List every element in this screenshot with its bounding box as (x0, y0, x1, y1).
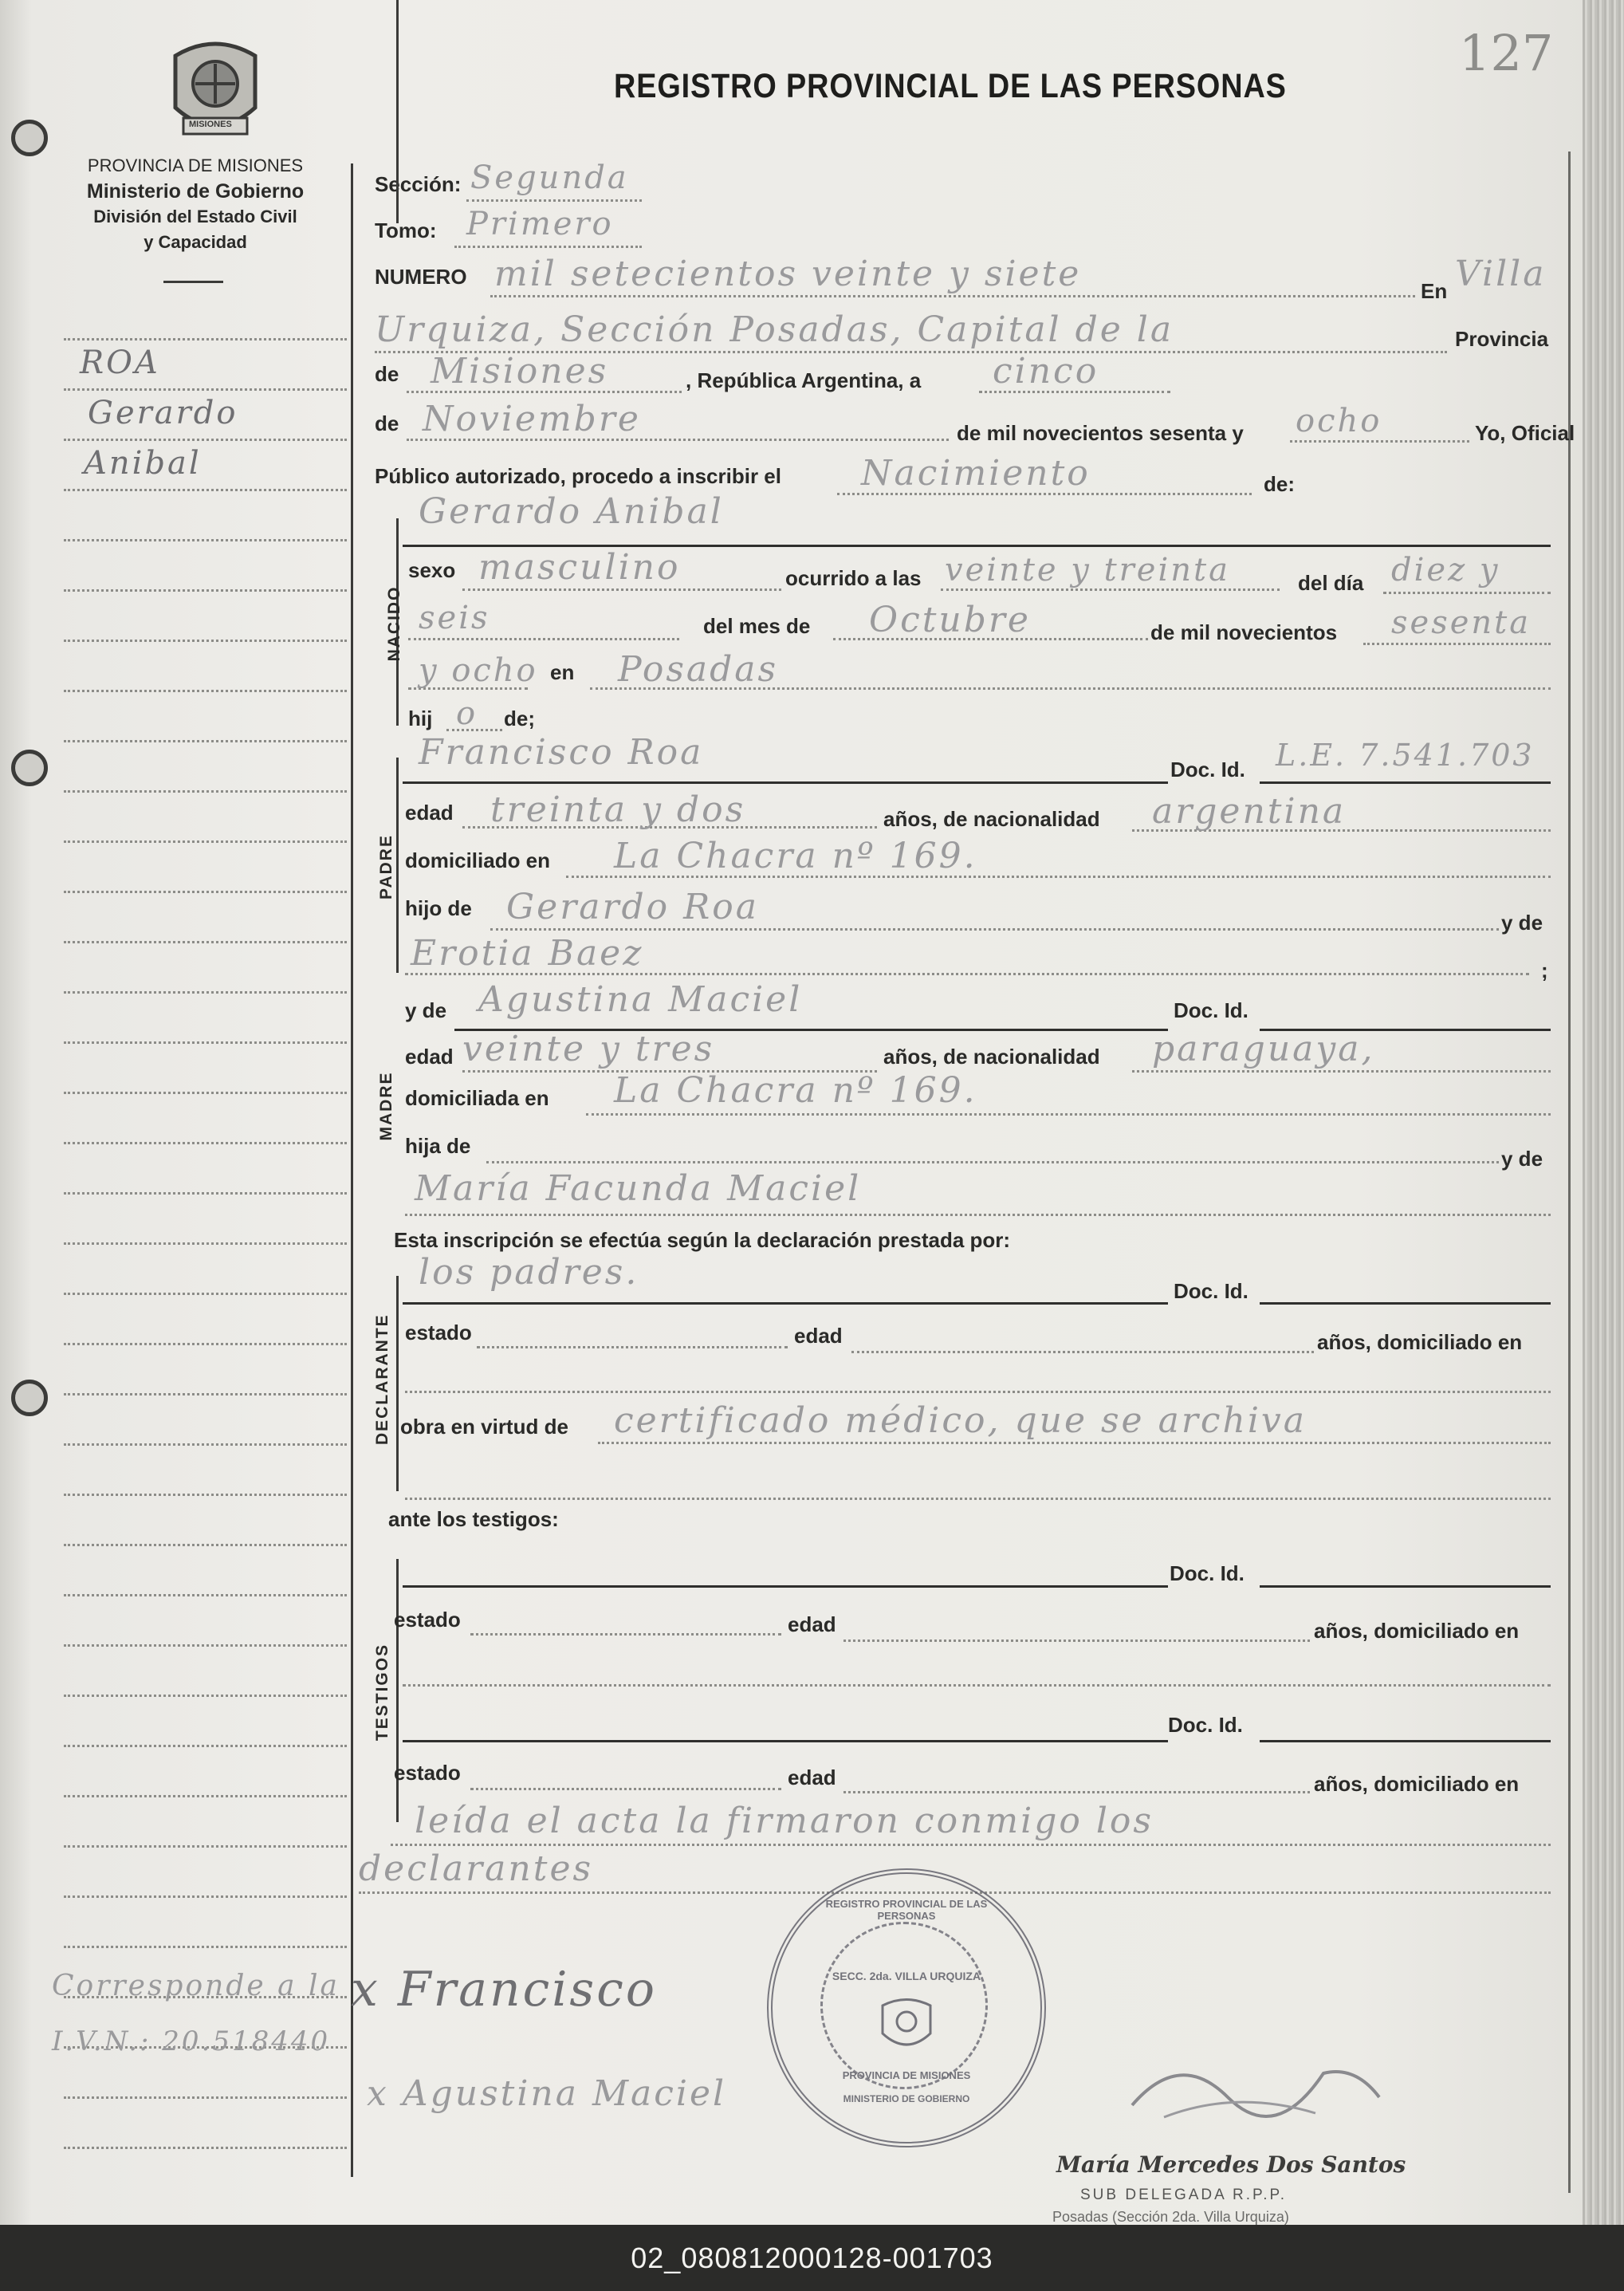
section-bracket (396, 758, 399, 973)
de-label-2: de (375, 411, 399, 435)
padre-name-line (403, 781, 1168, 784)
hora-value: veinte y treinta (945, 552, 1230, 588)
en-label: En (1421, 279, 1448, 303)
margin-correction-line1: Corresponde a la (52, 1970, 340, 2002)
section-bracket (396, 1276, 399, 1491)
madre-dom-value: La Chacra nº 169. (614, 1070, 977, 1111)
padre-hijo-value: Gerardo Roa (506, 887, 759, 927)
nacido-section-label: NACIDO (385, 585, 403, 662)
cierre-line2: declarantes (359, 1848, 594, 1889)
margin-second-name: Anibal (84, 445, 202, 482)
tomo-value: Primero (466, 206, 614, 242)
ante-testigos-label: ante los testigos: (388, 1507, 559, 1531)
padre-y-de-label: y de (1501, 911, 1543, 935)
anio-nac-value-1: sesenta (1391, 604, 1532, 641)
padre-nac-value: argentina (1152, 791, 1347, 832)
mil-novecientos-label: de mil novecientos sesenta y (957, 421, 1244, 445)
page-number: 127 (1459, 24, 1554, 82)
padre-edad-label: edad (405, 801, 454, 825)
firma-padre: x Francisco (351, 1962, 657, 2017)
de-colon-label: de: (1264, 472, 1295, 496)
declarante-name-line (403, 1302, 1168, 1305)
divider (163, 281, 223, 283)
madre-dom-label: domiciliada en (405, 1086, 549, 1110)
testigo2-edad-label: edad (788, 1765, 836, 1789)
margin-first-name: Gerardo (88, 395, 238, 431)
sexo-label: sexo (408, 558, 456, 582)
padre-nacionalidad-label: años, de nacionalidad (883, 807, 1100, 831)
en-label-2: en (550, 660, 575, 684)
testigos-section-label: TESTIGOS (373, 1643, 391, 1742)
dia-nac-value-2: seis (419, 600, 490, 636)
mes-nac-value: Octubre (869, 600, 1031, 640)
del-dia-label: del día (1298, 571, 1364, 595)
image-id-bar (0, 2225, 1624, 2291)
en-value: Villa (1455, 254, 1547, 294)
padre-nombre: Francisco Roa (419, 732, 704, 773)
margin-correction-line2: I.V.N.: 20.518440 (52, 2025, 331, 2057)
madre-nac-value: paraguaya, (1152, 1029, 1375, 1069)
tomo-label: Tomo: (375, 218, 437, 242)
division-name: División del Estado Civil (93, 207, 297, 226)
coat-of-arms-icon (159, 32, 271, 152)
de-label: de (375, 362, 399, 386)
firma-madre: x Agustina Maciel (367, 2073, 727, 2114)
dia-nac-value-1: diez y (1391, 552, 1500, 588)
lugar-value: Posadas (618, 649, 779, 690)
numero-value-line2: Urquiza, Sección Posadas, Capital de la (375, 309, 1174, 350)
declarante-edad-label: edad (794, 1324, 843, 1348)
provincia-value: Misiones (431, 351, 609, 392)
book-spine (1583, 0, 1624, 2225)
de-semicolon-label: de; (504, 707, 535, 730)
numero-label: NUMERO (375, 265, 467, 289)
madre-section-label: MADRE (377, 1071, 395, 1141)
margin-surname: ROA (80, 344, 160, 381)
testigo1-estado-label: estado (394, 1608, 461, 1632)
padre-doc-value: L.E. 7.541.703 (1276, 738, 1535, 773)
acto-value: Nacimiento (861, 453, 1091, 494)
stamp-ministry-text: MINISTERIO DE GOBIERNO (843, 2093, 970, 2104)
declarante-dom-label: años, domiciliado en (1317, 1330, 1523, 1354)
declarante-doc-label: Doc. Id. (1174, 1279, 1248, 1303)
seccion-label: Sección: (375, 172, 462, 196)
stamp-emblem-icon (875, 1994, 938, 2057)
seccion-value: Segunda (470, 159, 629, 196)
testigo2-name-line (403, 1740, 1168, 1742)
semicolon: ; (1541, 959, 1548, 982)
padre-madre-value: Erotia Baez (411, 933, 644, 974)
padre-doc-label: Doc. Id. (1170, 758, 1245, 781)
padre-hijo-label: hijo de (405, 896, 472, 920)
nacido-nombre: Gerardo Anibal (419, 491, 724, 532)
official-office: Posadas (Sección 2da. Villa Urquiza) (1052, 2209, 1289, 2225)
mes-value: Noviembre (423, 399, 641, 439)
province-name: PROVINCIA DE MISIONES (87, 155, 304, 175)
madre-y-de-label-2: y de (1501, 1147, 1543, 1171)
madre-nacionalidad-label: años, de nacionalidad (883, 1045, 1100, 1069)
publico-label: Público autorizado, procedo a inscribir el (375, 464, 781, 488)
testigo1-dom-label: años, domiciliado en (1314, 1619, 1520, 1643)
binder-ring (11, 1380, 48, 1416)
image-id: 02_080812000128-001703 (631, 2241, 993, 2274)
official-title: SUB DELEGADA R.P.P. (1080, 2187, 1288, 2203)
binder-ring (11, 750, 48, 786)
hij-suffix-value: o (456, 695, 478, 732)
frame-line (351, 163, 353, 2177)
anio-value: ocho (1296, 403, 1382, 439)
obra-label: obra en virtud de (400, 1415, 568, 1439)
madre-y-de-label: y de (405, 998, 447, 1022)
hij-label: hij (408, 707, 433, 730)
del-mes-label: del mes de (703, 614, 811, 638)
madre-nombre: Agustina Maciel (478, 979, 803, 1020)
stamp-bottom-text: PROVINCIA DE MISIONES (842, 2069, 971, 2081)
frame-line-right (1568, 152, 1571, 2193)
declarante-section-label: DECLARANTE (373, 1313, 391, 1445)
padre-edad-value: treinta y dos (490, 789, 746, 830)
declarante-estado-label: estado (405, 1321, 472, 1344)
provincia-label: Provincia (1455, 327, 1549, 351)
sexo-value: masculino (478, 547, 681, 588)
anio-nac-value-2: y ocho (419, 652, 538, 689)
madre-edad-label: edad (405, 1045, 454, 1069)
madre-hija-value: María Facunda Maciel (415, 1168, 862, 1209)
numero-value-line1: mil setecientos veinte y siete (494, 254, 1082, 294)
padre-dom-value: La Chacra nº 169. (614, 836, 977, 876)
madre-doc-label: Doc. Id. (1174, 998, 1248, 1022)
stamp-inner-text: SECC. 2da. VILLA URQUIZA (832, 1970, 981, 1982)
madre-hija-label: hija de (405, 1134, 471, 1158)
testigo1-doc-label: Doc. Id. (1170, 1561, 1245, 1585)
testigo2-doc-label: Doc. Id. (1168, 1713, 1243, 1737)
issuing-authority (32, 153, 359, 255)
section-bracket (396, 0, 399, 223)
testigo1-edad-label: edad (788, 1612, 836, 1636)
madre-edad-value: veinte y tres (462, 1029, 715, 1069)
testigo2-dom-label: años, domiciliado en (1314, 1772, 1520, 1796)
binder-ring (11, 120, 48, 156)
official-signature-icon (1116, 2041, 1395, 2137)
padre-dom-label: domiciliado en (405, 848, 551, 872)
declarante-value: los padres. (419, 1252, 639, 1293)
page-title: REGISTRO PROVINCIAL DE LAS PERSONAS (614, 67, 1287, 105)
testigo2-estado-label: estado (394, 1761, 461, 1785)
padre-section-label: PADRE (377, 834, 395, 899)
official-name: María Mercedes Dos Santos (1056, 2151, 1406, 2178)
stamp-outer-text: REGISTRO PROVINCIAL DE LAS PERSONAS (825, 1898, 988, 1922)
mil-novecientos-label-2: de mil novecientos (1150, 620, 1338, 644)
dia-value: cinco (993, 351, 1099, 392)
yo-oficial-label: Yo, Oficial (1475, 421, 1575, 445)
division-name-cont: y Capacidad (144, 232, 247, 252)
inscripcion-label: Esta inscripción se efectúa según la declaración prestada por: (394, 1228, 1011, 1252)
ministry-name: Ministerio de Gobierno (86, 180, 305, 203)
obra-value: certificado médico, que se archiva (614, 1400, 1307, 1441)
cierre-line1: leída el acta la firmaron conmigo los (415, 1801, 1154, 1841)
republica-label: , República Argentina, a (686, 368, 922, 392)
ocurrido-label: ocurrido a las (785, 566, 922, 590)
seal-text: MISIONES (189, 120, 232, 129)
official-stamp (767, 1868, 1046, 2147)
testigo1-name-line (403, 1585, 1168, 1588)
